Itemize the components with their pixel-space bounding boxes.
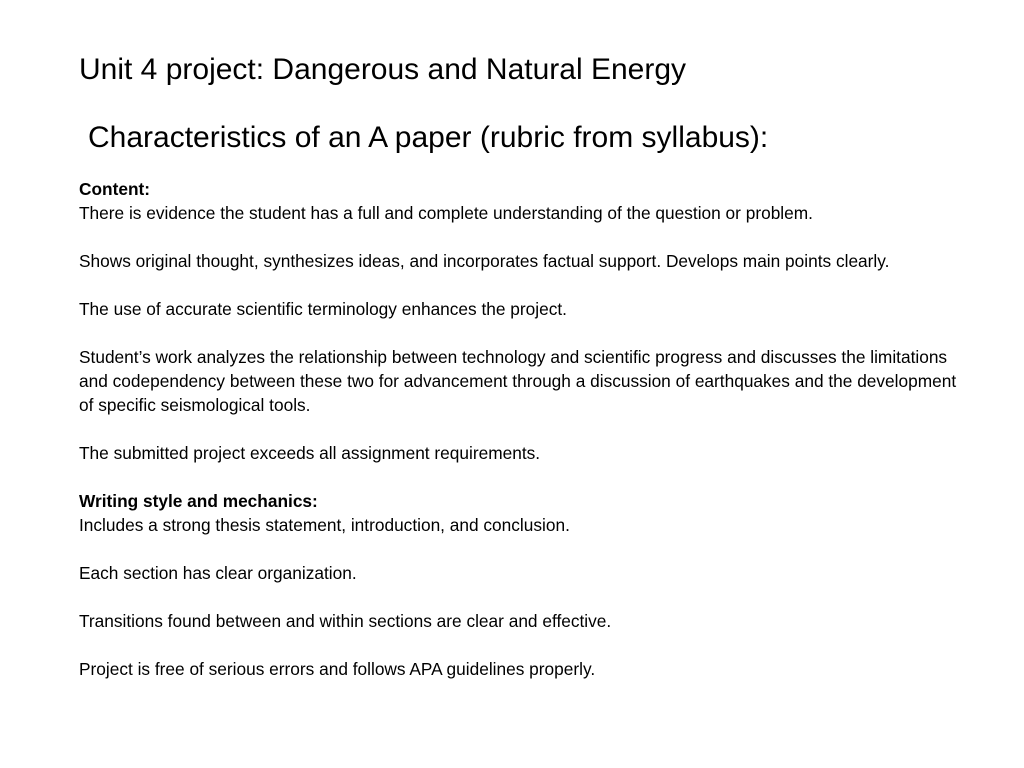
rubric-item: Each section has clear organization. xyxy=(79,563,357,583)
rubric-body xyxy=(79,177,959,705)
section-heading: Writing style and mechanics: xyxy=(79,491,318,511)
slide-title: Unit 4 project: Dangerous and Natural Energy xyxy=(79,53,687,86)
rubric-item: The use of accurate scientific terminology enhances the project. xyxy=(79,299,567,319)
rubric-item: Student’s work analyzes the relationship between technology and scientific progress and discusses the limitations and codependency between these two for advancement through a discussion of earthquakes and the development of specific seismological tools. xyxy=(79,347,957,415)
slide-subtitle: Characteristics of an A paper (rubric from syllabus): xyxy=(88,121,769,154)
rubric-section-writing xyxy=(79,489,959,681)
rubric-item: There is evidence the student has a full and complete understanding of the question or problem. xyxy=(79,203,813,223)
rubric-item: Transitions found between and within sections are clear and effective. xyxy=(79,611,612,631)
rubric-item: Includes a strong thesis statement, introduction, and conclusion. xyxy=(79,515,570,535)
rubric-section-content xyxy=(79,177,959,465)
section-heading: Content: xyxy=(79,179,151,199)
rubric-item: Shows original thought, synthesizes ideas, and incorporates factual support. Develops main points clearly. xyxy=(79,251,890,271)
rubric-item: The submitted project exceeds all assignment requirements. xyxy=(79,443,541,463)
rubric-item: Project is free of serious errors and follows APA guidelines properly. xyxy=(79,659,596,679)
